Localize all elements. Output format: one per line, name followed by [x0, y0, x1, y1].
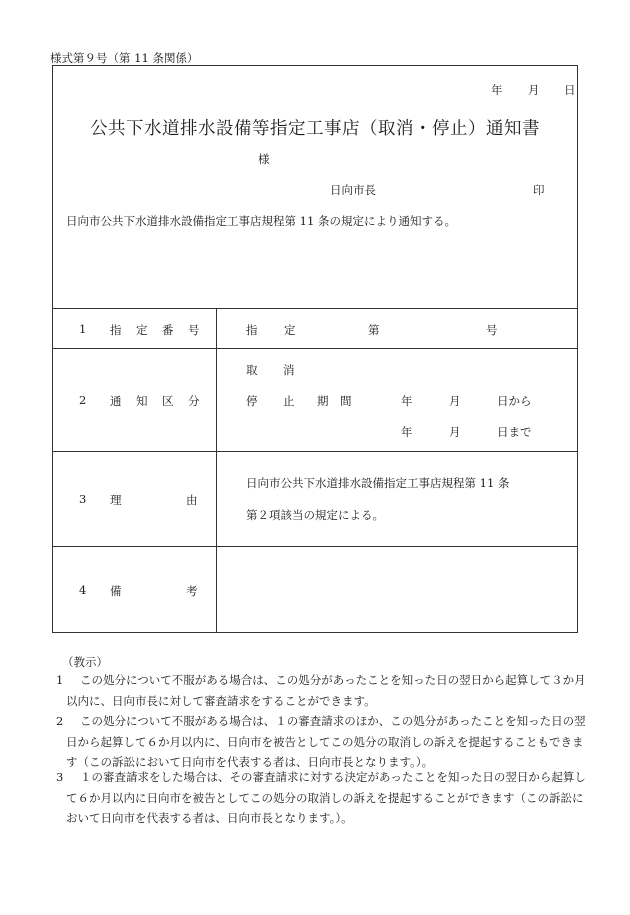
row3-label-char: 理 [110, 493, 122, 507]
form-frame [52, 65, 578, 633]
row3-label-char: 由 [186, 493, 198, 507]
note-2-text: この処分について不服がある場合は、１の審査請求のほか、この処分があったことを知った日の翌日から起算して６か月以内に、日向市を被告としてこの処分の取消しの訴えを提起することもできます（この訴訟において日向市を代表する者は、日向市長となります。）。 [66, 714, 586, 769]
row-divider-1 [52, 348, 578, 349]
row1-label-char: 指 [110, 323, 122, 337]
suspend-char: 停 [246, 394, 258, 408]
row4-number: 4 [79, 583, 87, 597]
until-month-label: 月 [449, 425, 461, 439]
row2-label-char: 分 [188, 394, 200, 408]
date-month-label: 月 [528, 83, 540, 97]
note-3-text: １の審査請求をした場合は、その審査請求に対する決定があったことを知った日の翌日から起算して６か月以内に日向市を被告としてこの処分の取消しの訴えを提起することができます（この訴訟において日向市を代表する者は、日向市長となります。）。 [66, 770, 586, 825]
from-month-label: 月 [449, 394, 461, 408]
column-divider [216, 308, 217, 633]
suspend-char: 期 [317, 394, 329, 408]
row3-number: 3 [79, 492, 87, 506]
seal-mark: 印 [533, 183, 545, 197]
cancel-char: 消 [283, 363, 295, 377]
row2-label-char: 区 [162, 394, 174, 408]
row2-number: 2 [79, 393, 87, 407]
from-year-label: 年 [401, 394, 413, 408]
notes-heading: （教示） [62, 655, 108, 669]
note-2-number: 2 [56, 714, 64, 728]
suspend-char: 間 [340, 394, 352, 408]
recipient-suffix: 様 [258, 152, 270, 166]
note-1-number: 1 [56, 673, 64, 687]
row2-label-char: 通 [110, 394, 122, 408]
row1-label-char: 番 [162, 323, 174, 337]
table-top-rule [52, 308, 578, 309]
reason-line-2: 第２項該当の規定による。 [246, 508, 384, 522]
row-divider-3 [52, 546, 578, 547]
issuer-name: 日向市長 [330, 183, 376, 197]
row1-value-char: 指 [246, 323, 258, 337]
row1-label-char: 定 [136, 323, 148, 337]
row1-value-char: 号 [486, 323, 498, 337]
date-day-label: 日 [564, 83, 576, 97]
row1-value-char: 第 [368, 323, 380, 337]
suspend-char: 止 [283, 394, 295, 408]
form-number: 様式第９号（第 11 条関係） [50, 51, 199, 65]
notification-text: 日向市公共下水道排水設備指定工事店規程第 11 条の規定により通知する。 [66, 214, 456, 228]
note-1-text: この処分について不服がある場合は、この処分があったことを知った日の翌日から起算して３か月以内に、日向市長に対して審査請求をすることができます。 [66, 673, 586, 708]
row4-label-char: 備 [110, 584, 122, 598]
until-year-label: 年 [401, 425, 413, 439]
row-divider-2 [52, 451, 578, 452]
document-title: 公共下水道排水設備等指定工事店（取消・停止）通知書 [90, 119, 540, 139]
from-day-label: 日から [497, 394, 532, 408]
row1-value-char: 定 [284, 323, 296, 337]
row4-label-char: 考 [186, 584, 198, 598]
date-year-label: 年 [491, 83, 503, 97]
reason-line-1: 日向市公共下水道排水設備指定工事店規程第 11 条 [246, 476, 510, 490]
row1-number: 1 [79, 322, 87, 336]
until-day-label: 日まで [497, 425, 532, 439]
row2-label-char: 知 [136, 394, 148, 408]
note-3-number: 3 [56, 770, 64, 784]
row1-label-char: 号 [188, 323, 200, 337]
cancel-char: 取 [246, 363, 258, 377]
